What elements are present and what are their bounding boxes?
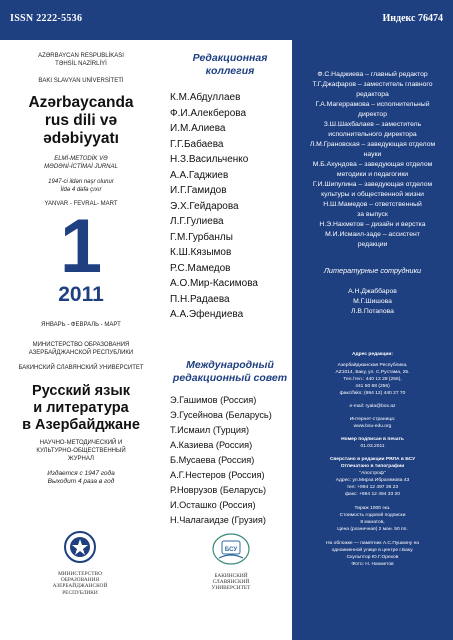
ministry-az: AZƏRBAYCAN RESPUBLİKASI TƏHSİL NAZİRLİYİ [38,53,124,67]
editor-line: директор [358,111,387,118]
literary-staff-member: Л.В.Потапова [351,308,394,315]
editor-line: М.Б.Ахундова – заведующая отделом [312,161,433,168]
website: Интернет-страница: www.bsu-edu.org [292,416,453,430]
editor-line: культуры и общественной жизни [321,191,424,198]
council-heading: Международный редакционный совет [172,358,288,384]
editor-line: редакции [357,241,388,248]
board-member: Н.З.Васильченко [170,154,249,165]
journal-subtitle-ru: НАУЧНО-МЕТОДИЧЕСКИЙ И КУЛЬТУРНО-ОБЩЕСТВЕННЫЙ ЖУРНАЛ [36,440,126,462]
journal-title-ru: Русский язык и литература в Азербайджане [22,383,140,433]
header-band [0,0,453,40]
months-az: YANVAR - FEVRAL- MART [44,201,118,207]
editor-line: исполнительного директора [328,131,417,138]
editor-line: методики и педагогики [336,171,409,178]
university-logo-caption: БАКИНСКИЙ СЛАВЯНСКИЙ УНИВЕРСИТЕТ [211,573,251,592]
address-line: AZ1014, Баку, ул. С.Рустама, 25. [335,370,410,375]
board-member: Г.Г.Бабаева [170,138,224,150]
university-az: BAKI SLAVYAN UNİVERSİTETİ [38,78,124,84]
council-member: А.Г.Нестеров (Россия) [170,469,265,480]
issue-year: 2011 [58,283,104,306]
printing-block: Сверстано в редакции РЯЛА в БСУ Отпечатано в типографии "Апостроф" Адрес: ул.Мирза Ибрагимова 43 тел: +994 12 497 36 23 факс: +994 12 494 33 20 [292,456,453,498]
address-line: факс/faks: (994 12) 440 27 70 [339,391,406,396]
cover-note-line: Фото: Н. Нахметов [351,562,394,567]
ministry-ru: МИНИСТЕРСТВО ОБРАЗОВАНИЯ АЗЕРБАЙДЖАНСКОЙ РЕСПУБЛИКИ [28,342,134,356]
board-member: А.А.Гаджиев [170,169,229,181]
printing-line: "Апостроф" [359,471,386,476]
board-member: Р.С.Мамедов [170,262,231,274]
circulation-line: Стоимость годовой подписки [339,513,406,518]
editor-line: Ф.С.Наджиева – главный редактор [317,71,428,78]
signed-block: Номер подписан в печать 01.03.2011 [341,437,404,449]
website-link[interactable]: www.bsu-edu.org [353,424,392,429]
council-list [170,393,290,528]
ministry-emblem-icon [63,530,97,564]
journal-subtitle-az: ELMİ-METODİK VƏ MƏDƏNİ-İCTİMAİ JURNAL [44,156,118,170]
ministry-logo-caption: МИНИСТЕРСТВО ОБРАЗОВАНИЯ АЗЕРБАЙДЖАНСКОЙ РЕСПУБЛИКИ [52,571,108,596]
months-ru: ЯНВАРЬ - ФЕВРАЛЬ - МАРТ [41,322,121,328]
editor-line: Л.М.Грановская – заведующая отделом [309,141,436,148]
circulation-line: Цена (розничная) 2 ман. 50 пп. [337,527,408,532]
board-member: Л.Г.Гулиева [170,216,224,227]
council-member: Н.Чалагаидзе (Грузия) [170,514,266,525]
university-badge: БСУ [224,547,238,553]
council-member: И.Осташко (Россия) [170,499,256,510]
editor-line: за выпуск [357,211,388,218]
board-member: Г.М.Гурбанлы [170,231,233,243]
circulation-block [292,505,453,533]
board-member: И.М.Алиева [170,123,226,134]
board-member: И.Г.Гамидов [170,185,227,196]
address-line: Тел./тел.: 440 13 28 (256), [343,377,402,382]
editor-line: М.И.Исмаил-заде – ассистент [325,231,420,238]
council-member: Э.Гашимов (Россия) [170,394,257,405]
board-member: П.Н.Радаева [170,293,230,305]
cover-note-line: На обложке — памятник А.С.Пушкину на [325,541,420,546]
council-member: Р.Новрузов (Беларусь) [170,484,267,495]
cover-note-line: одноименной улице в центре г.Баку. [331,548,414,553]
literary-staff-list [292,287,453,317]
editor-line: науки [363,151,382,158]
board-member: К.Ш.Кязымов [170,247,232,258]
board-list [170,90,290,323]
editor-line: Г.А.Магеррамова – исполнительный [315,101,430,108]
circulation-line: 8 манатов, [360,520,385,525]
board-member: Э.Х.Гейдарова [170,200,239,212]
board-column [170,52,290,528]
editors-list [292,70,453,250]
address-line: 441 50 68 (256) [355,384,390,389]
publication-info-ru: Издается с 1947 года Выходит 4 раза в год [47,470,115,485]
publication-info-az: 1947-ci ildən nəşr olunur İldə 4 dəfə çıxır [48,179,114,193]
ministry-logo [40,530,120,596]
address-heading: Адрес редакции: [352,352,393,357]
issue-number: 1 [59,204,103,289]
literary-staff-heading: Литературные сотрудники [323,266,422,275]
council-member: Б.Мусаева (Россия) [170,454,255,465]
editor-line: редактора [356,91,389,98]
university-ru: БАКИНСКИЙ СЛАВЯНСКИЙ УНИВЕРСИТЕТ [18,365,144,371]
printing-line: факс: +994 12 494 33 20 [344,492,401,497]
subscription-index: Индекс 76474 [382,13,443,24]
editor-line: Н.Э.Нахметов – дизайн и верстка [319,221,426,228]
journal-title-az: Azərbaycanda rus dili və ədəbiyyatı [28,94,134,147]
imprint-content [292,70,453,568]
board-member: А.А.Эфендиева [170,309,244,320]
editor-line: Н.Ш.Мамедов – ответственный [323,201,422,208]
masthead-column [0,52,162,486]
printing-line: тел: +994 12 497 36 23 [346,485,399,490]
council-member: Э.Гусейнова (Беларусь) [170,409,272,420]
cover-note-line: Скульптор Ю.Г.Орехов [346,555,399,560]
issn: ISSN 2222-5536 [10,13,83,24]
address-lines [300,362,445,397]
editor-line: З.Ш.Шахбалаев – заместитель [323,121,422,128]
literary-staff-member: А.Н.Джаббаров [348,288,397,295]
email[interactable]: e-mail: ryala@box.az [349,404,396,409]
board-heading: Редакционная коллегия [192,52,268,77]
address-line: Азербайджанская Республика, [337,363,408,368]
board-member: Ф.И.Алекберова [170,107,247,119]
editor-line: Г.И.Шипулина – заведующая отделом [312,181,433,188]
address-block [292,351,453,397]
printing-line: Адрес: ул.Мирза Ибрагимова 43 [335,478,410,483]
council-member: А.Казиева (Россия) [170,439,253,450]
board-member: К.М.Абдуллаев [170,92,241,103]
circulation-line: Тираж 1000 экз. [354,506,391,511]
board-member: А.О.Мир-Касимова [170,278,258,289]
cover-note [292,540,453,568]
council-member: Т.Исмаил (Турция) [170,424,249,435]
literary-staff-member: М.Г.Шишова [353,298,392,305]
editor-line: Т.Г.Джафаров – заместитель главного [312,81,433,88]
university-logo [198,532,264,592]
university-emblem-icon [211,532,251,566]
